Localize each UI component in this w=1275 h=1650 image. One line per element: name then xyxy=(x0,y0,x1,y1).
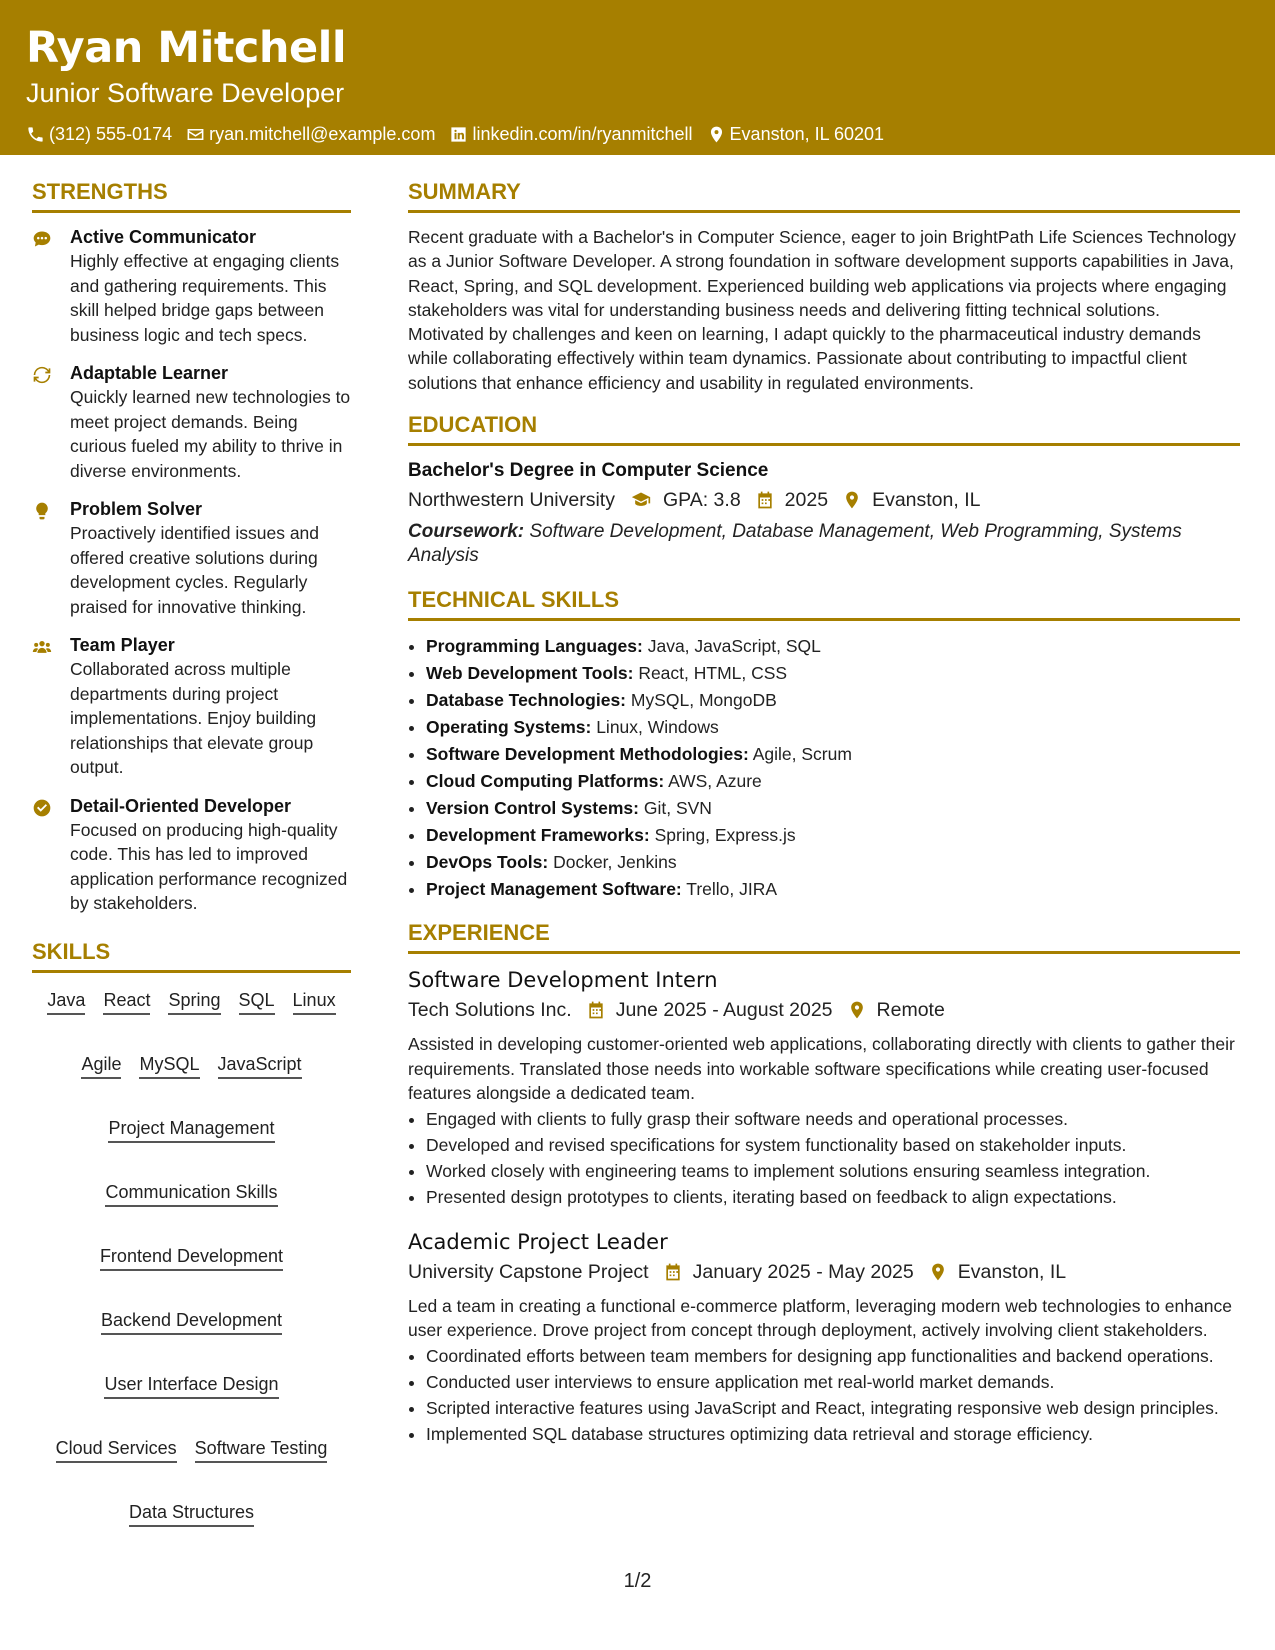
list-item: • Implemented SQL database structures optimizing data retrieval and storage efficiency. xyxy=(426,1421,1240,1447)
skill-tag: User Interface Design xyxy=(104,1373,278,1399)
list-item: • Scripted interactive features using JavaScript and React, integrating responsive web design principles. xyxy=(426,1395,1240,1421)
strength-item xyxy=(32,633,351,780)
users-icon xyxy=(32,637,52,657)
strength-desc: Focused on producing high-quality code. This has led to improved application performance recognized by stakeholders. xyxy=(70,819,348,913)
skill-tag: Cloud Services xyxy=(56,1437,177,1463)
candidate-title: Junior Software Developer xyxy=(26,78,345,108)
job-dates: June 2025 - August 2025 xyxy=(615,999,833,1022)
strength-desc: Quickly learned new technologies to meet project demands. Being curious fueled my ability to thrive in diverse environments. xyxy=(70,387,351,481)
strength-title: Team Player xyxy=(70,635,175,655)
strength-desc: Highly effective at engaging clients and gathering requirements. This skill helped bridge gaps between business logic and tech specs. xyxy=(70,251,340,345)
experience-entry xyxy=(408,966,1240,1210)
calendar-icon xyxy=(586,1000,606,1020)
skill-tag: Spring xyxy=(168,989,220,1015)
contact-linkedin[interactable] xyxy=(449,122,692,146)
calendar-icon xyxy=(755,490,775,510)
job-description: Assisted in developing customer-oriented web applications, collaborating directly with clients to gather their requirements. Translated those needs into workable software specifications while creating user-focused features alongside a dedicated team. xyxy=(408,1034,1235,1104)
job-description: Led a team in creating a functional e-commerce platform, leveraging modern web technologies to enhance user experience. Drove project from concept through deployment, actively involving client stakeholders. xyxy=(408,1295,1232,1341)
list-item: • Programming Languages: Java, JavaScript, SQL xyxy=(426,633,1240,660)
degree-title: Bachelor's Degree in Computer Science xyxy=(408,460,769,482)
sync-icon xyxy=(32,365,52,385)
phone-text: (312) 555-0174 xyxy=(49,124,173,144)
job-meta xyxy=(408,1258,1240,1286)
strength-title: Problem Solver xyxy=(70,499,203,519)
skill-tag: Java xyxy=(47,989,85,1015)
skill-tag: Agile xyxy=(81,1053,121,1079)
school-location: Evanston, IL xyxy=(872,489,981,512)
coursework-label: Coursework: xyxy=(408,521,525,543)
strength-desc: Collaborated across multiple departments during project implementations. Enjoy building relationships that elevate group output. xyxy=(70,659,317,777)
skill-tag: JavaScript xyxy=(218,1053,302,1079)
skill-tag: Software Testing xyxy=(195,1437,328,1463)
skill-tag: Communication Skills xyxy=(105,1181,277,1207)
map-marker-icon xyxy=(847,1000,867,1020)
linkedin-text[interactable]: linkedin.com/in/ryanmitchell xyxy=(472,124,693,144)
check-circle-icon xyxy=(32,798,52,818)
resume-header xyxy=(0,0,1275,155)
list-item: • Developed and revised specifications for system functionality based on stakeholder inputs. xyxy=(426,1132,1240,1158)
strength-desc: Proactively identified issues and offered creative solutions during development cycles. Regularly praised for innovative thinking. xyxy=(70,523,320,617)
calendar-icon xyxy=(663,1262,683,1282)
company-name: Tech Solutions Inc. xyxy=(408,999,572,1022)
strength-title: Detail-Oriented Developer xyxy=(70,795,292,816)
contact-email[interactable] xyxy=(186,122,435,146)
left-column xyxy=(32,178,351,1527)
job-dates: January 2025 - May 2025 xyxy=(692,1260,914,1283)
map-marker-icon xyxy=(707,125,726,144)
job-bullets xyxy=(408,1343,1240,1447)
skill-tag: Backend Development xyxy=(101,1309,282,1335)
list-item: • Database Technologies: MySQL, MongoDB xyxy=(426,687,1240,714)
school-name: Northwestern University xyxy=(408,489,615,512)
skill-tag: Frontend Development xyxy=(100,1245,283,1271)
list-item: • Development Frameworks: Spring, Express.js xyxy=(426,822,1240,849)
skills-tag-cloud xyxy=(32,985,351,1527)
summary-text: Recent graduate with a Bachelor's in Computer Science, eager to join BrightPath Life Sciences Technology as a Junior Software Developer. A strong foundation in software development supports capabilities in Java, React, Spring, and SQL development. Experienced building web applications via projects where engaging stakeholders was vital for understanding business needs and delivering fitting technical solutions. Motivated by challenges and keen on learning, I adapt quickly to the pharmaceutical industry demands while collaborating effectively within team dynamics. Passionate about contributing to impactful client solutions that enhance efficiency and usability in regulated environments. xyxy=(408,227,1236,393)
page-number: 1/2 xyxy=(623,1570,652,1592)
list-item: • Web Development Tools: React, HTML, CSS xyxy=(426,660,1240,687)
education-meta xyxy=(408,486,1240,514)
job-location: Evanston, IL xyxy=(957,1260,1067,1283)
list-item: • Cloud Computing Platforms: AWS, Azure xyxy=(426,768,1240,795)
graduation-year: 2025 xyxy=(784,489,829,512)
candidate-name: Ryan Mitchell xyxy=(26,23,347,73)
company-name: University Capstone Project xyxy=(408,1260,649,1283)
experience-entry xyxy=(408,1228,1240,1447)
strengths-heading: STRENGTHS xyxy=(32,178,351,213)
strength-title: Active Communicator xyxy=(70,227,257,247)
job-location: Remote xyxy=(876,999,945,1022)
list-item: • Version Control Systems: Git, SVN xyxy=(426,795,1240,822)
list-item: • Engaged with clients to fully grasp their software needs and operational processes. xyxy=(426,1106,1240,1132)
right-column xyxy=(408,178,1240,1465)
lightbulb-icon xyxy=(32,501,52,521)
gpa-text: GPA: 3.8 xyxy=(662,489,741,512)
contact-phone xyxy=(26,122,172,146)
skill-tag: Project Management xyxy=(108,1117,274,1143)
comment-dots-icon xyxy=(32,229,52,249)
list-item: • Conducted user interviews to ensure application met real-world market demands. xyxy=(426,1369,1240,1395)
job-title: Software Development Intern xyxy=(408,968,718,993)
job-bullets xyxy=(408,1106,1240,1210)
list-item: • Project Management Software: Trello, JIRA xyxy=(426,876,1240,903)
list-item: • Worked closely with engineering teams to implement solutions ensuring seamless integration. xyxy=(426,1158,1240,1184)
strength-item xyxy=(32,361,351,483)
experience-heading: EXPERIENCE xyxy=(408,919,1240,954)
list-item: • Operating Systems: Linux, Windows xyxy=(426,714,1240,741)
technical-skills-list xyxy=(408,633,1240,903)
envelope-icon xyxy=(186,125,205,144)
strength-item xyxy=(32,794,351,916)
strength-item xyxy=(32,225,351,347)
technical-skills-heading: TECHNICAL SKILLS xyxy=(408,586,1240,621)
list-item: • Coordinated efforts between team members for designing app functionalities and backend operations. xyxy=(426,1343,1240,1369)
skill-tag: Linux xyxy=(293,989,336,1015)
strength-title: Adaptable Learner xyxy=(70,363,229,383)
coursework xyxy=(408,520,1240,568)
summary-heading: SUMMARY xyxy=(408,178,1240,213)
education-heading: EDUCATION xyxy=(408,411,1240,446)
map-marker-icon xyxy=(842,490,862,510)
job-meta xyxy=(408,996,1240,1024)
location-text: Evanston, IL 60201 xyxy=(729,124,884,144)
list-item: • Software Development Methodologies: Agile, Scrum xyxy=(426,741,1240,768)
strength-item xyxy=(32,497,351,619)
coursework-list: Software Development, Database Management, Web Programming, Systems Analysis xyxy=(408,521,1182,567)
skill-tag: MySQL xyxy=(139,1053,199,1079)
job-title: Academic Project Leader xyxy=(408,1229,668,1254)
phone-icon xyxy=(26,125,45,144)
contact-bar xyxy=(26,122,1249,146)
skill-tag: Data Structures xyxy=(129,1501,254,1527)
linkedin-icon xyxy=(449,125,468,144)
list-item: • Presented design prototypes to clients, iterating based on feedback to align expectations. xyxy=(426,1184,1240,1210)
skill-tag: SQL xyxy=(239,989,275,1015)
skills-heading: SKILLS xyxy=(32,938,351,973)
email-text[interactable]: ryan.mitchell@example.com xyxy=(209,124,436,144)
map-marker-icon xyxy=(928,1262,948,1282)
skill-tag: React xyxy=(103,989,150,1015)
graduation-cap-icon xyxy=(629,490,653,510)
list-item: • DevOps Tools: Docker, Jenkins xyxy=(426,849,1240,876)
contact-location xyxy=(707,122,884,146)
